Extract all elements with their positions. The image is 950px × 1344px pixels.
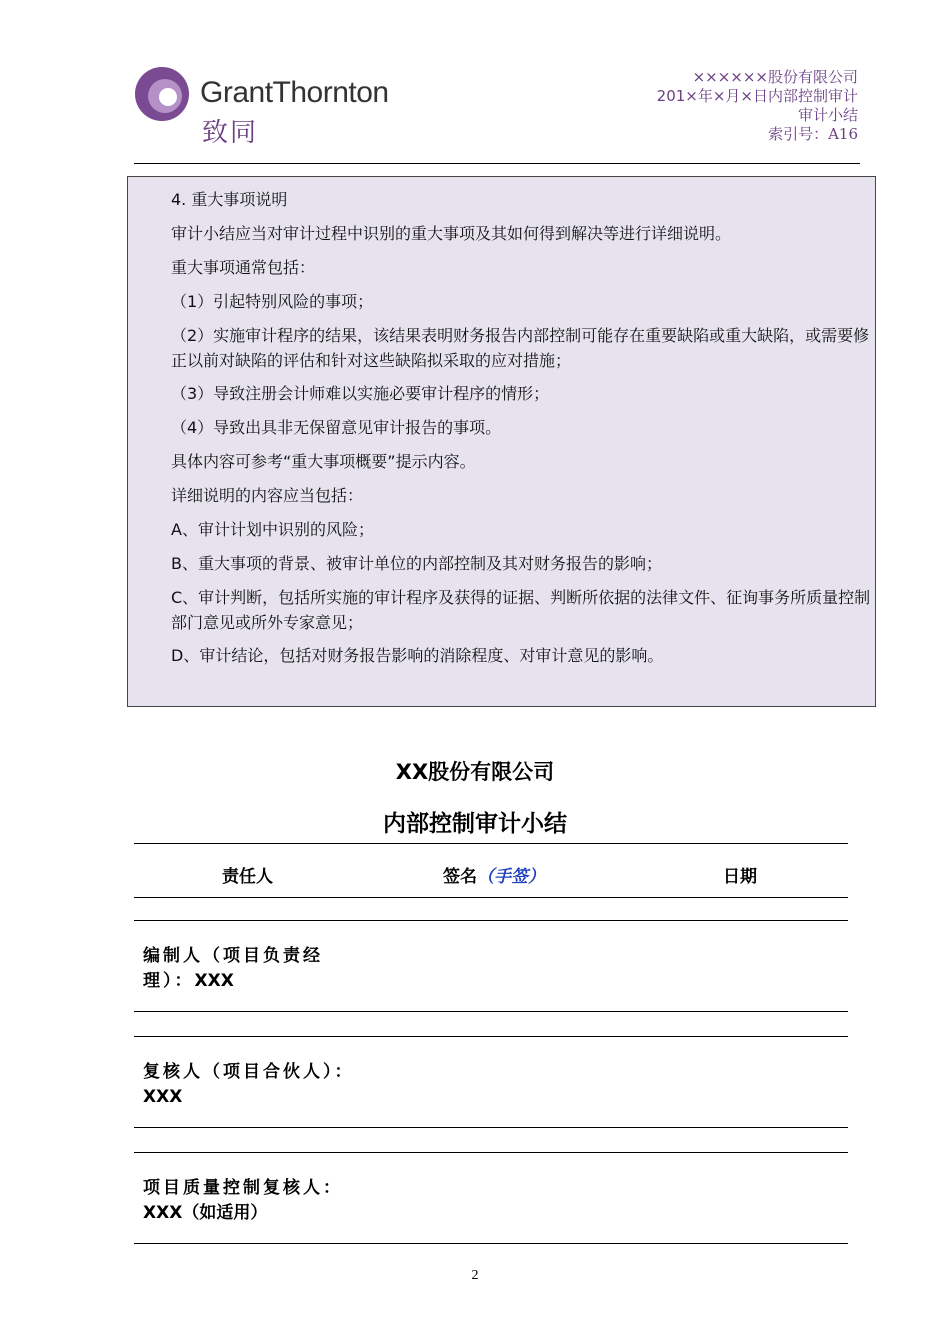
table-rule bbox=[134, 843, 848, 844]
header-company: ××××××股份有限公司 bbox=[692, 68, 858, 86]
table-rule bbox=[134, 920, 848, 921]
guide-paragraph: （3）导致注册会计师难以实施必要审计程序的情形； bbox=[171, 384, 550, 403]
col-header-sign-note: （手签） bbox=[477, 867, 545, 887]
guide-paragraph: D、审计结论，包括对财务报告影响的消除程度、对审计意见的影响。 bbox=[171, 646, 664, 665]
table-rule bbox=[134, 1011, 848, 1012]
table-rule bbox=[134, 1127, 848, 1128]
guide-paragraph: （2）实施审计程序的结果，该结果表明财务报告内部控制可能存在重要缺陷或重大缺陷，或需要修正以前对缺陷的评估和针对这些缺陷拟采取的应对措施； bbox=[171, 326, 870, 370]
table-rule bbox=[134, 897, 848, 898]
header-date-line: 201×年×月×日内部控制审计 bbox=[656, 87, 858, 105]
guide-paragraph: A、审计计划中识别的风险； bbox=[171, 520, 374, 539]
guide-paragraph: C、审计判断，包括所实施的审计程序及获得的证据、判断所依据的法律文件、征询事务所质量控制部门意见或所外专家意见； bbox=[171, 588, 871, 632]
role-quality-reviewer: 项目质量控制复核人： XXX（如适用） bbox=[143, 1178, 343, 1223]
grant-thornton-logo-icon bbox=[134, 66, 190, 122]
guide-paragraph: B、重大事项的背景、被审计单位的内部控制及其对财务报告的影响； bbox=[171, 554, 662, 573]
guide-paragraph: 具体内容可参考“重大事项概要”提示内容。 bbox=[171, 452, 476, 471]
col-header-date: 日期 bbox=[723, 867, 757, 887]
logo-chinese-name: 致同 bbox=[202, 118, 259, 148]
guide-paragraph: （4）导致出具非无保留意见审计报告的事项。 bbox=[171, 418, 502, 437]
header-index: 索引号：A16 bbox=[768, 125, 858, 143]
guide-paragraph: 重大事项通常包括： bbox=[171, 258, 316, 277]
table-rule bbox=[134, 1036, 848, 1037]
page-number: 2 bbox=[471, 1268, 479, 1283]
grant-thornton-logo bbox=[134, 66, 414, 150]
guidance-box bbox=[127, 176, 876, 707]
table-rule bbox=[134, 1152, 848, 1153]
col-header-person: 责任人 bbox=[222, 867, 273, 887]
role-reviewer: 复核人（项目合伙人）： XXX bbox=[143, 1062, 355, 1107]
col-header-sign-label: 签名 bbox=[443, 867, 477, 887]
header-divider bbox=[134, 163, 860, 164]
guide-paragraph: 详细说明的内容应当包括： bbox=[171, 486, 364, 505]
signoff-title: 内部控制审计小结 bbox=[383, 811, 567, 837]
guide-paragraph: 审计小结应当对审计过程中识别的重大事项及其如何得到解决等进行详细说明。 bbox=[171, 224, 732, 243]
header-info bbox=[657, 68, 858, 144]
logo-name: GrantThornton bbox=[200, 76, 389, 109]
guide-paragraph: （1）引起特别风险的事项； bbox=[171, 292, 374, 311]
table-rule bbox=[134, 1243, 848, 1244]
col-header-sign bbox=[443, 862, 545, 887]
role-preparer: 编制人（项目负责经理）：XXX bbox=[143, 946, 323, 991]
header-doc-title: 审计小结 bbox=[797, 106, 858, 124]
signoff-company: XX股份有限公司 bbox=[395, 760, 555, 784]
guide-heading: 4. 重大事项说明 bbox=[171, 190, 288, 209]
